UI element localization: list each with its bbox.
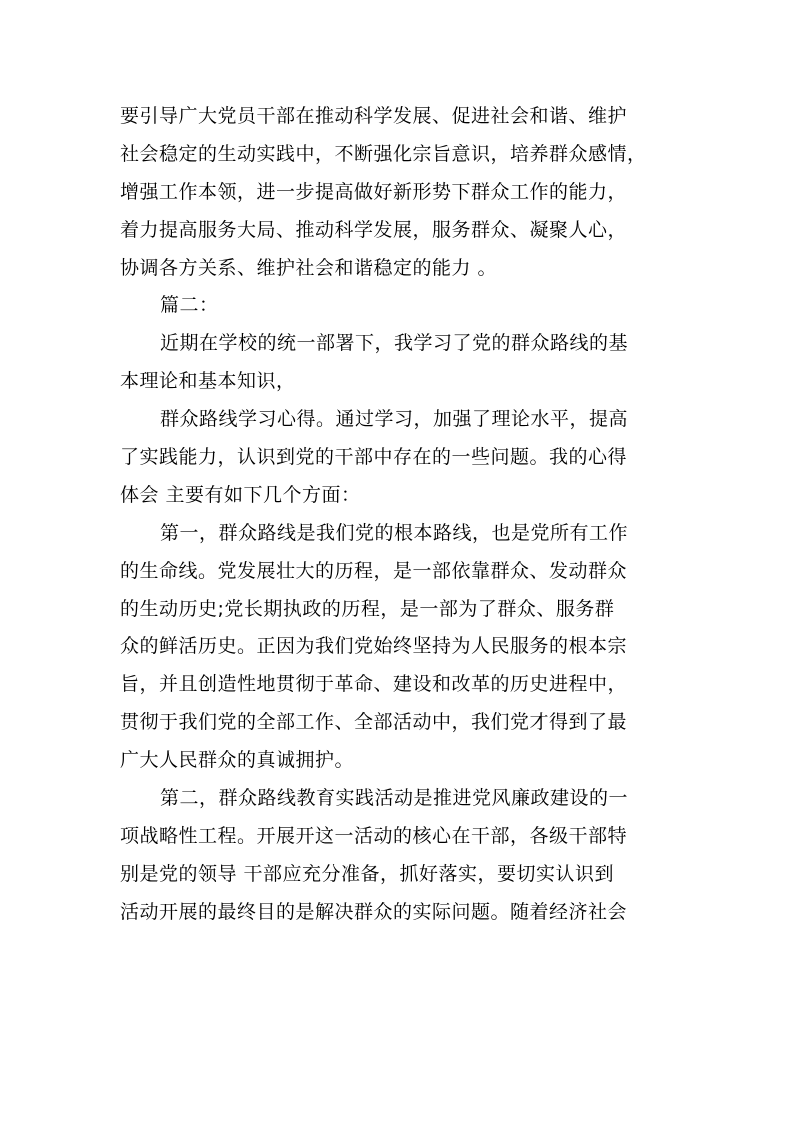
text-line: 群众路线学习心得。通过学习，加强了理论水平，提高 bbox=[160, 408, 629, 431]
text-line: 贯彻于我们党的全部工作、全部活动中，我们党才得到了最 bbox=[120, 711, 628, 734]
text-line: 项战略性工程。开展开这一活动的核心在干部，各级干部特 bbox=[120, 824, 628, 847]
text-line: 要引导广大党员干部在推动科学发展、促进社会和谐、维护 bbox=[120, 105, 628, 127]
text-line: 社会稳定的生动实践中，不断强化宗旨意识，培养群众感情， bbox=[120, 142, 647, 165]
text-line: 了实践能力，认识到党的干部中存在的一些问题。我的心得 bbox=[120, 446, 628, 469]
text-line: 别是党的领导 干部应充分准备，抓好落实，要切实认识到 bbox=[120, 862, 615, 885]
text-line: 协调各方关系、维护社会和谐稳定的能力 。 bbox=[120, 256, 498, 279]
text-line: 众的鲜活历史。正因为我们党始终坚持为人民服务的根本宗 bbox=[120, 635, 628, 658]
document-body bbox=[120, 98, 675, 932]
text-line: 着力提高服务大局、推动科学发展，服务群众、凝聚人心， bbox=[120, 218, 628, 241]
text-line: 本理论和基本知识， bbox=[120, 370, 296, 393]
text-line: 活动开展的最终目的是解决群众的实际问题。随着经济社会 bbox=[120, 900, 628, 923]
text-line: 旨，并且创造性地贯彻于革命、建设和改革的历史进程中， bbox=[120, 673, 628, 696]
text-line: 广大人民群众的真诚拥护。 bbox=[120, 749, 355, 772]
section-heading: 篇二： bbox=[160, 294, 219, 317]
text-line: 近期在学校的统一部署下，我学习了党的群众路线的基 bbox=[160, 332, 629, 355]
text-line: 增强工作本领，进一步提高做好新形势下群众工作的能力， bbox=[120, 180, 628, 203]
text-line: 的生命线。党发展壮大的历程，是一部依靠群众、发动群众 bbox=[120, 559, 628, 582]
text-line: 的生动历史;党长期执政的历程，是一部为了群众、服务群 bbox=[120, 597, 615, 620]
text-line: 体会 主要有如下几个方面： bbox=[120, 483, 361, 506]
text-line: 第二，群众路线教育实践活动是推进党风廉政建设的一 bbox=[160, 787, 629, 810]
text-line: 第一，群众路线是我们党的根本路线，也是党所有工作 bbox=[160, 521, 629, 544]
